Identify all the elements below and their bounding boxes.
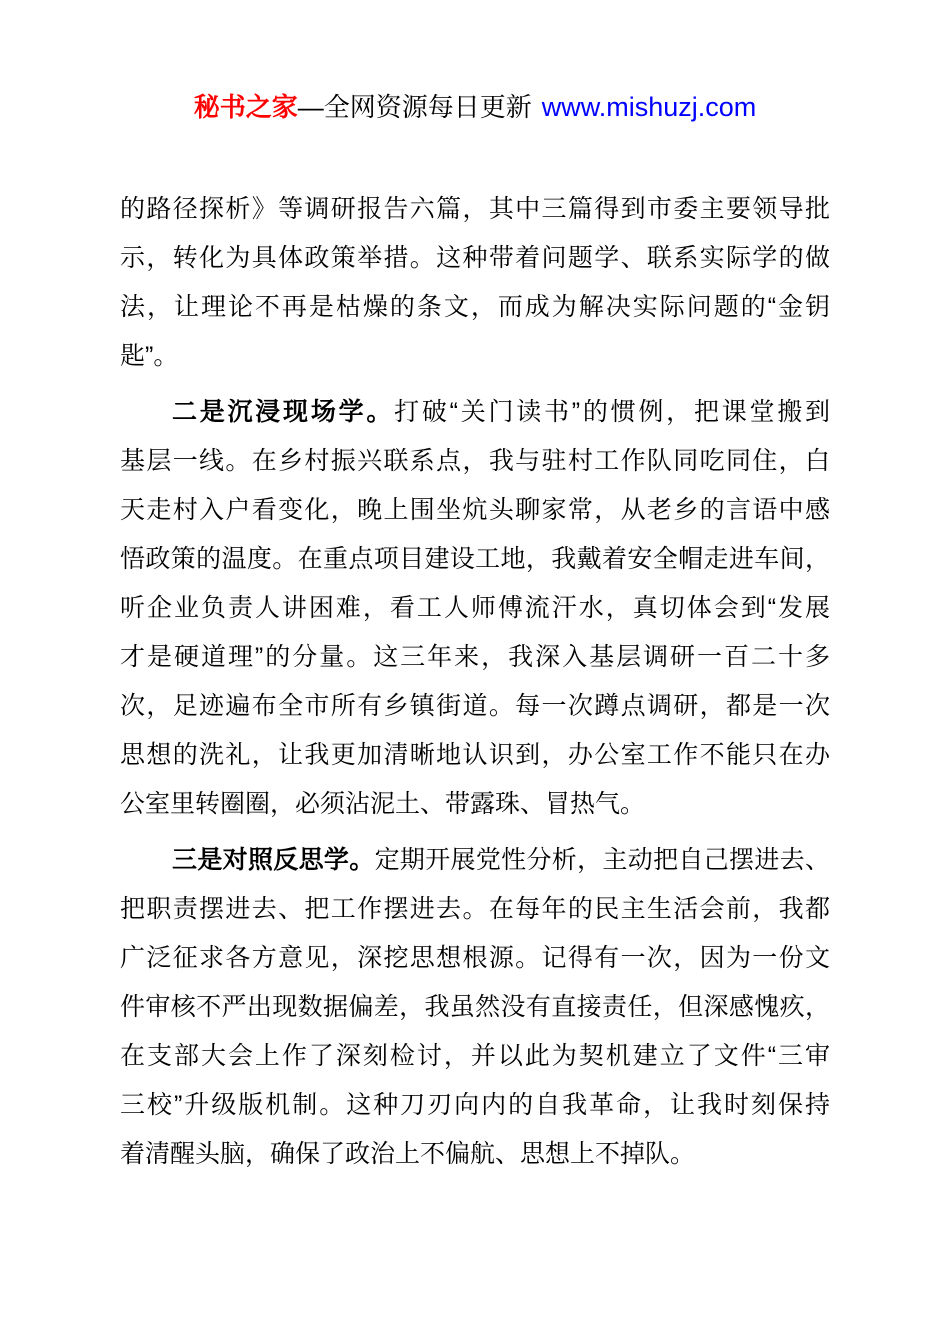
text-line: 二是沉浸现场学。打破“关门读书”的惯例，把课堂搬到 (172, 398, 830, 426)
text-line: 示，转化为具体政策举措。这种带着问题学、联系实际学的做 (120, 244, 830, 272)
site-brand: 秘书之家 (193, 92, 298, 122)
text-line: 三是对照反思学。定期开展党性分析，主动把自己摆进去、 (172, 846, 830, 874)
document-body (120, 185, 830, 1179)
site-url-link[interactable]: www.mishuzj.com (541, 92, 757, 122)
text-line: 天走村入户看变化，晚上围坐炕头聊家常，从老乡的言语中感 (120, 496, 830, 524)
paragraph-lead: 二是沉浸现场学。 (172, 398, 395, 426)
header-dash: — (297, 92, 324, 122)
text-line: 悟政策的温度。在重点项目建设工地，我戴着安全帽走进车间， (120, 545, 830, 573)
text-line: 思想的洗礼，让我更加清晰地认识到，办公室工作不能只在办 (120, 741, 830, 769)
text-line: 才是硬道理”的分量。这三年来，我深入基层调研一百二十多 (120, 643, 830, 671)
paragraph (120, 836, 830, 1179)
site-header (120, 92, 830, 127)
text-line: 件审核不严出现数据偏差，我虽然没有直接责任，但深感愧疚， (120, 993, 830, 1021)
text-line: 匙”。 (120, 342, 179, 370)
text-line: 法，让理论不再是枯燥的条文，而成为解决实际问题的“金钥 (120, 293, 830, 321)
text-line: 三校”升级版机制。这种刀刃向内的自我革命，让我时刻保持 (120, 1091, 830, 1119)
text-line: 公室里转圈圈，必须沾泥土、带露珠、冒热气。 (120, 790, 646, 818)
paragraph-lead: 三是对照反思学。 (172, 846, 375, 874)
text-line: 的路径探析》等调研报告六篇，其中三篇得到市委主要领导批 (120, 195, 830, 223)
header-tagline: 全网资源每日更新 (323, 92, 532, 122)
text-line: 在支部大会上作了深刻检讨，并以此为契机建立了文件“三审 (120, 1042, 830, 1070)
text-line: 听企业负责人讲困难，看工人师傅流汗水，真切体会到“发展 (120, 594, 830, 622)
text-line: 次，足迹遍布全市所有乡镇街道。每一次蹲点调研，都是一次 (120, 692, 830, 720)
text-line: 基层一线。在乡村振兴联系点，我与驻村工作队同吃同住，白 (120, 447, 830, 475)
paragraph (120, 185, 830, 381)
paragraph (120, 388, 830, 829)
text-line: 广泛征求各方意见，深挖思想根源。记得有一次，因为一份文 (120, 944, 830, 972)
text-line: 把职责摆进去、把工作摆进去。在每年的民主生活会前，我都 (120, 895, 830, 923)
text-line: 着清醒头脑，确保了政治上不偏航、思想上不掉队。 (120, 1140, 696, 1168)
